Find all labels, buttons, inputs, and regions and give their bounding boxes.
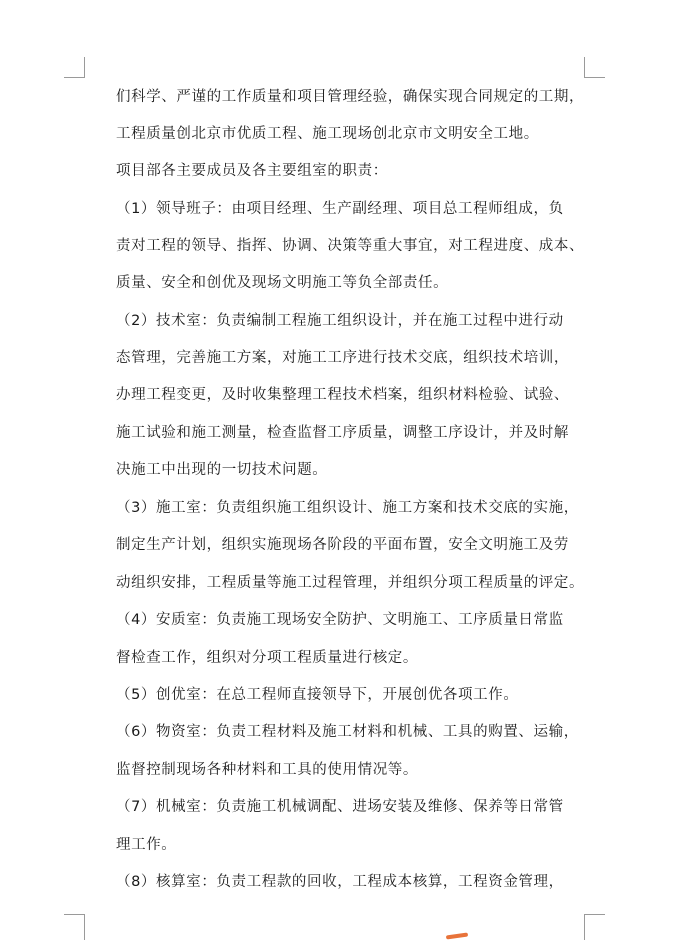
text-line: 动组织安排，工程质量等施工过程管理，并组织分项工程质量的评定。 xyxy=(116,575,585,591)
text-line: 制定生产计划，组织实施现场各阶段的平面布置，安全文明施工及劳 xyxy=(116,537,569,553)
text-line: 们科学、严谨的工作质量和项目管理经验，确保实现合同规定的工期， xyxy=(116,89,585,105)
text-line: （2）技术室：负责编制工程施工组织设计，并在施工过程中进行动 xyxy=(116,313,564,329)
text-line: （5）创优室：在总工程师直接领导下，开展创优各项工作。 xyxy=(116,687,519,703)
text-line: 理工作。 xyxy=(116,837,177,853)
text-line: 监督控制现场各种材料和工具的使用情况等。 xyxy=(116,762,418,778)
crop-mark-top-right xyxy=(584,57,605,78)
text-line: 施工试验和施工测量，检查监督工序质量，调整工序设计，并及时解 xyxy=(116,425,569,441)
crop-mark-bottom-right xyxy=(584,914,605,940)
text-line: 决施工中出现的一切技术问题。 xyxy=(116,462,328,478)
text-line: 办理工程变更，及时收集整理工程技术档案，组织材料检验、试验、 xyxy=(116,387,569,403)
decorative-mark xyxy=(446,932,468,939)
text-line: （8）核算室：负责工程款的回收，工程成本核算，工程资金管理， xyxy=(116,874,564,890)
text-line: （7）机械室：负责施工机械调配、进场安装及维修、保养等日常管 xyxy=(116,799,564,815)
text-line: 督检查工作，组织对分项工程质量进行核定。 xyxy=(116,650,418,666)
text-line: 质量、安全和创优及现场文明施工等负全部责任。 xyxy=(116,275,449,291)
text-line: （4）安质室：负责施工现场安全防护、文明施工、工序质量日常监 xyxy=(116,612,564,628)
text-line: 责对工程的领导、指挥、协调、决策等重大事宜，对工程进度、成本、 xyxy=(116,238,585,254)
text-line: （6）物资室：负责工程材料及施工材料和机械、工具的购置、运输， xyxy=(116,724,579,740)
text-line: （1）领导班子：由项目经理、生产副经理、项目总工程师组成，负 xyxy=(116,201,564,217)
text-line: 态管理，完善施工方案，对施工工序进行技术交底，组织技术培训， xyxy=(116,350,569,366)
crop-mark-bottom-left xyxy=(64,914,85,940)
text-line: （3）施工室：负责组织施工组织设计、施工方案和技术交底的实施， xyxy=(116,500,579,516)
text-line: 项目部各主要成员及各主要组室的职责： xyxy=(116,163,388,179)
crop-mark-top-left xyxy=(64,57,85,78)
text-line: 工程质量创北京市优质工程、施工现场创北京市文明安全工地。 xyxy=(116,126,539,142)
